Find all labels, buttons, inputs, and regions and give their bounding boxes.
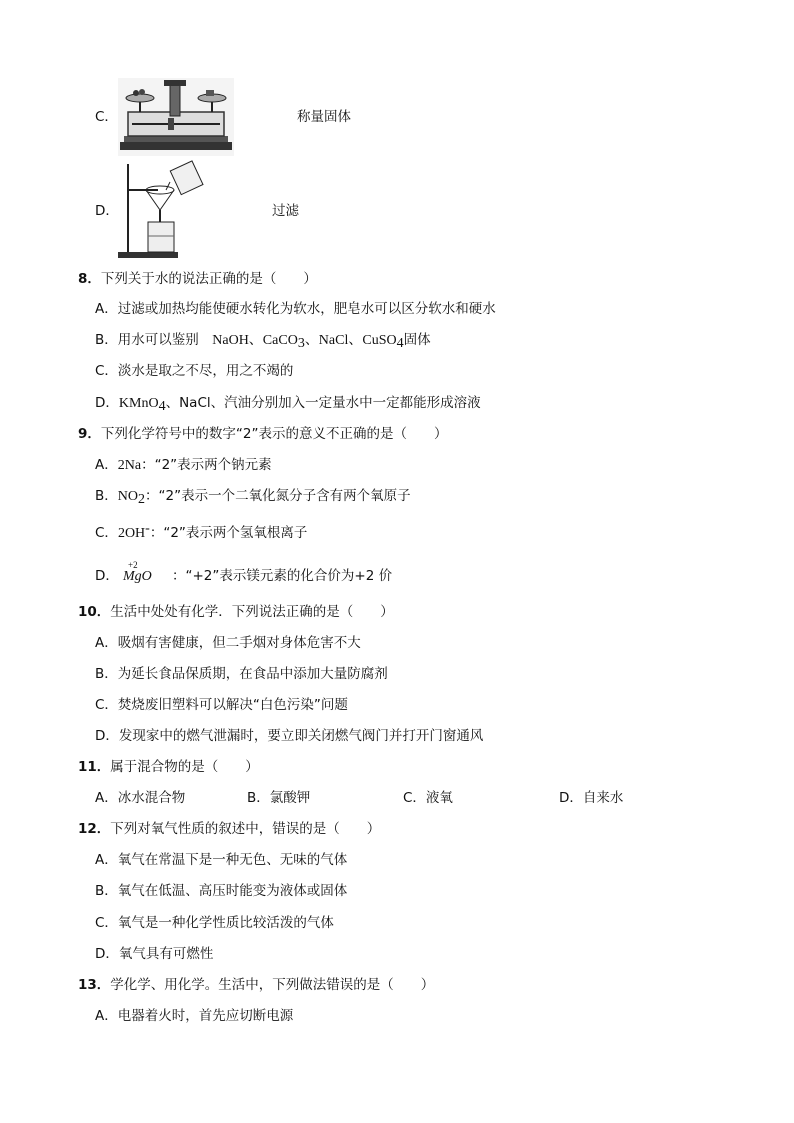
q8-option-d-suffix: 、NaCl、汽油分别加入一定量水中一定都能形成溶液 [165,395,481,411]
q8-option-b-prefix: B．用水可以鉴别 [95,332,213,348]
q11-option-c: C．液氧 [403,790,453,806]
q9-option-d-formula: MgO [123,569,152,584]
q9-option-d-charge: +2 [128,560,138,570]
q8-stem-text: 下列关于水的说法正确的是（ ） [100,271,317,287]
q9-option-d-letter: D． [95,568,119,584]
q9-stem [78,425,447,443]
q12-option-a: A．氧气在常温下是一种无色、无味的气体 [95,852,348,868]
q9-option-c-formula: 2OH [117,526,146,541]
q9-option-b [95,487,411,506]
q8-option-a: A．过滤或加热均能使硬水转化为软水，肥皂水可以区分软水和硬水 [95,301,496,317]
q12-option-c: C．氧气是一种化学性质比较活泼的气体 [95,915,334,931]
q8-option-d-formula: KMnO [118,396,159,411]
q10-option-d: D．发现家中的燃气泄漏时，要立即关闭燃气阀门并打开门窗通风 [95,728,484,744]
q13-stem [78,976,434,994]
q9-option-c-letter: C． [95,525,118,541]
q12-option-b: B．氧气在低温、高压时能变为液体或固体 [95,883,348,899]
q9-option-b-text: ：“2”表示一个二氧化氮分子含有两个氧原子 [145,488,411,504]
q8-number: 8． [78,271,101,287]
q10-option-a: A．吸烟有害健康，但二手烟对身体危害不大 [95,635,361,651]
q9-option-c-sup: - [145,521,150,536]
q9-option-b-letter: B． [95,488,118,504]
filtration-apparatus-icon [118,160,212,260]
q9-option-c [95,521,308,543]
q8-option-d [95,394,481,413]
q9-option-a [95,456,272,475]
q8-option-b-mid: 、NaCl、CuSO [304,333,397,348]
q7-option-d-caption: 过滤 [272,203,299,219]
q9-number: 9． [78,426,101,442]
q7-option-d-letter: D． [95,203,119,219]
q7-option-c-caption: 称量固体 [297,109,351,125]
q8-option-b-sub1: 3 [297,336,305,351]
q12-stem-text: 下列对氧气性质的叙述中，错误的是（ ） [110,821,381,837]
q13-option-a: A．电器着火时，首先应切断电源 [95,1008,294,1024]
q13-stem-text: 学化学、用化学。生活中，下列做法错误的是（ ） [110,977,435,993]
q8-option-b-formula: NaOH、CaCO [212,333,298,348]
q12-stem [78,820,380,838]
q11-option-b: B．氯酸钾 [247,790,311,806]
q8-option-b-sub2: 4 [396,336,404,351]
q8-option-c: C．淡水是取之不尽，用之不竭的 [95,363,294,379]
q9-option-d-text: ：“+2”表示镁元素的化合价为+2 价 [172,568,393,584]
q10-number: 10． [78,604,111,620]
q9-stem-text: 下列化学符号中的数字“2”表示的意义不正确的是（ ） [100,426,448,442]
q9-option-a-formula: 2Na [117,458,142,473]
q13-number: 13． [78,977,111,993]
q8-option-d-prefix: D． [95,395,119,411]
q9-option-a-text: ：“2”表示两个钠元素 [141,457,272,473]
q9-option-b-formula: NO [117,489,138,504]
q12-option-d: D．氧气具有可燃性 [95,946,214,962]
q11-stem [78,758,259,776]
q9-option-a-letter: A． [95,457,118,473]
q8-option-d-sub: 4 [158,399,166,414]
q10-stem [78,603,394,621]
q11-stem-text: 属于混合物的是（ ） [110,759,259,775]
q8-option-b [95,331,431,350]
q9-option-b-sub: 2 [138,492,145,507]
q10-option-c: C．焚烧废旧塑料可以解决“白色污染”问题 [95,697,348,713]
q8-option-b-suffix: 固体 [403,332,431,348]
q12-number: 12． [78,821,111,837]
q10-option-b: B．为延长食品保质期，在食品中添加大量防腐剂 [95,666,388,682]
q7-option-c-letter: C． [95,109,118,125]
q11-option-d: D．自来水 [559,790,624,806]
q9-option-c-text: ：“2”表示两个氢氧根离子 [149,525,308,541]
q10-stem-text: 生活中处处有化学．下列说法正确的是（ ） [110,604,394,620]
q9-option-d-mgo [123,560,152,585]
balance-scale-icon [118,78,234,156]
q8-stem [78,270,317,288]
q11-option-a: A．冰水混合物 [95,790,186,806]
q11-number: 11． [78,759,111,775]
